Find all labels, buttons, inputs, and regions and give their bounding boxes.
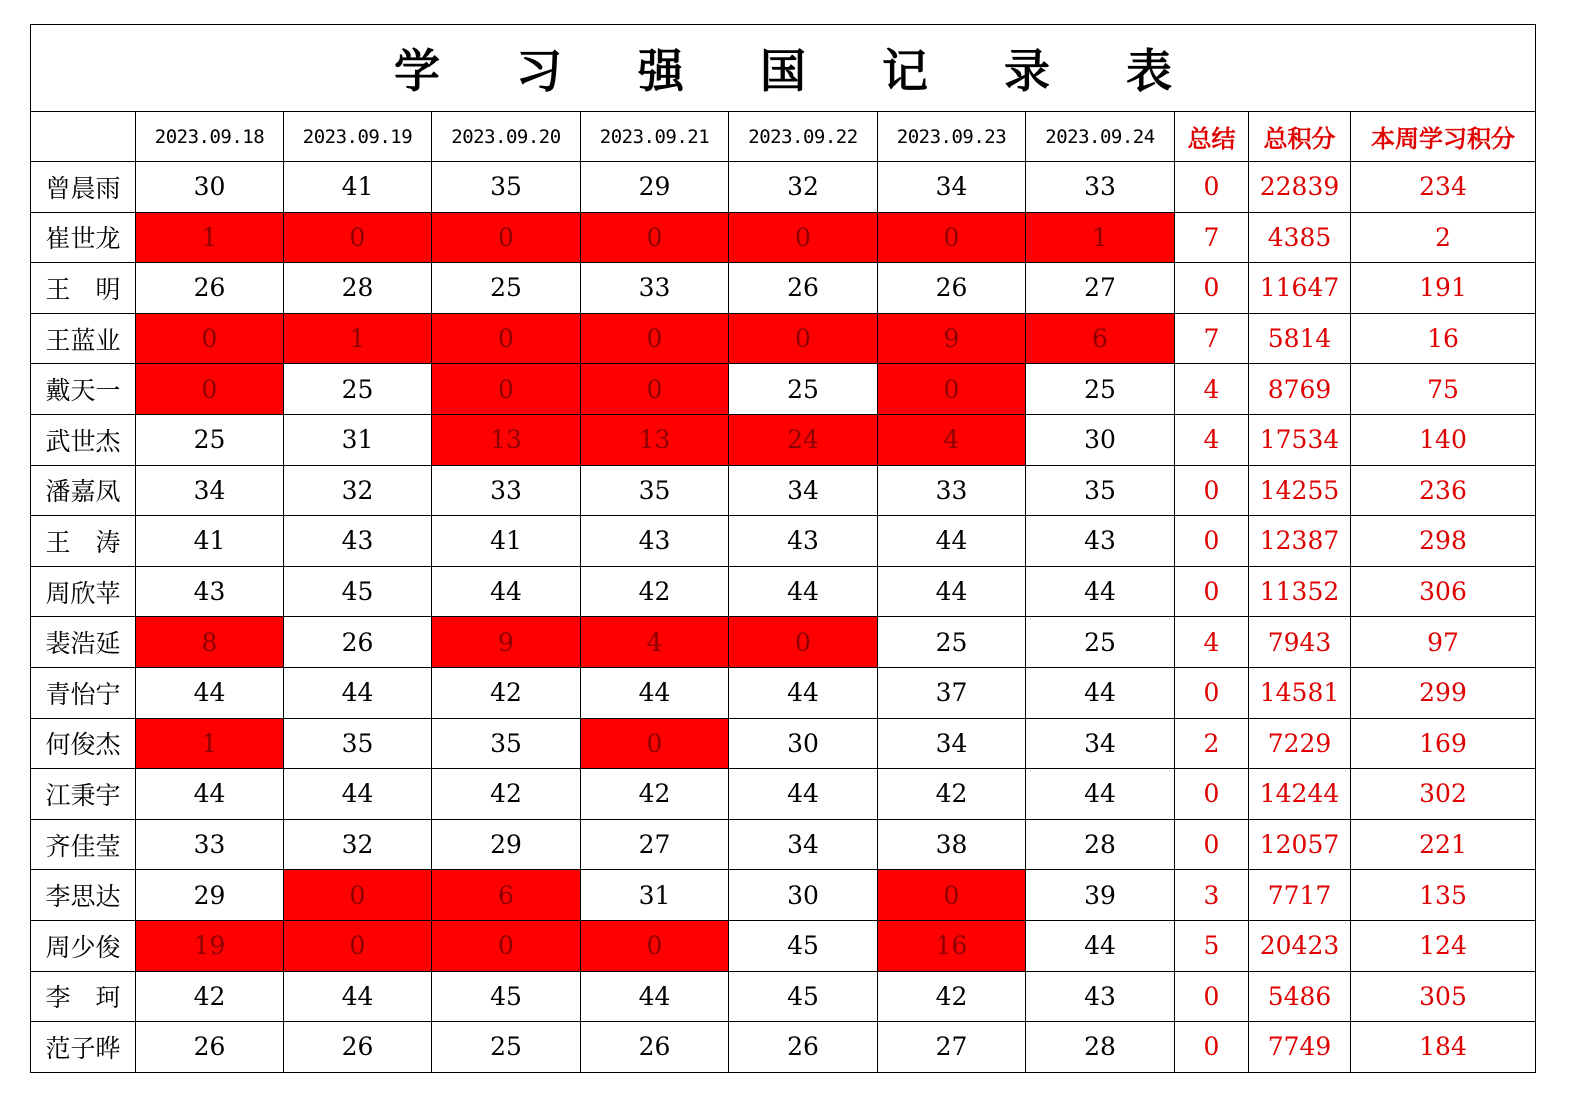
table-row xyxy=(31,1022,1536,1073)
total-score-cell: 4385 xyxy=(1249,212,1351,263)
daily-score-cell: 0 xyxy=(581,364,729,415)
daily-score-cell: 0 xyxy=(581,212,729,263)
daily-score-cell: 44 xyxy=(729,769,878,820)
summary-header: 总结 xyxy=(1175,112,1249,162)
total-score-cell: 14244 xyxy=(1249,769,1351,820)
daily-score-cell: 26 xyxy=(729,1022,878,1073)
member-name: 王蓝业 xyxy=(31,313,136,364)
member-name: 周少俊 xyxy=(31,920,136,971)
daily-score-cell: 30 xyxy=(729,870,878,921)
daily-score-cell: 8 xyxy=(136,617,284,668)
daily-score-cell: 44 xyxy=(729,667,878,718)
weekly-score-cell: 305 xyxy=(1351,971,1536,1022)
daily-score-cell: 29 xyxy=(432,819,581,870)
daily-score-cell: 42 xyxy=(878,769,1026,820)
member-name: 齐佳莹 xyxy=(31,819,136,870)
daily-score-cell: 44 xyxy=(878,516,1026,567)
daily-score-cell: 44 xyxy=(1026,920,1175,971)
weekly-score-cell: 299 xyxy=(1351,667,1536,718)
weekly-score-cell: 140 xyxy=(1351,414,1536,465)
daily-score-cell: 45 xyxy=(432,971,581,1022)
member-name: 裴浩延 xyxy=(31,617,136,668)
member-name: 武世杰 xyxy=(31,414,136,465)
daily-score-cell: 41 xyxy=(432,516,581,567)
daily-score-cell: 9 xyxy=(432,617,581,668)
date-header: 2023.09.20 xyxy=(432,112,581,162)
daily-score-cell: 44 xyxy=(284,769,432,820)
daily-score-cell: 44 xyxy=(878,566,1026,617)
daily-score-cell: 44 xyxy=(284,667,432,718)
table-row xyxy=(31,870,1536,921)
daily-score-cell: 33 xyxy=(581,263,729,314)
daily-score-cell: 0 xyxy=(729,212,878,263)
member-name: 江秉宇 xyxy=(31,769,136,820)
daily-score-cell: 35 xyxy=(284,718,432,769)
daily-score-cell: 26 xyxy=(581,1022,729,1073)
total-score-cell: 7943 xyxy=(1249,617,1351,668)
member-name: 青怡宁 xyxy=(31,667,136,718)
daily-score-cell: 13 xyxy=(432,414,581,465)
daily-score-cell: 25 xyxy=(1026,364,1175,415)
table-row xyxy=(31,971,1536,1022)
weekly-score-cell: 184 xyxy=(1351,1022,1536,1073)
total-score-cell: 5486 xyxy=(1249,971,1351,1022)
header-row xyxy=(31,112,1536,162)
daily-score-cell: 25 xyxy=(1026,617,1175,668)
daily-score-cell: 28 xyxy=(284,263,432,314)
daily-score-cell: 31 xyxy=(581,870,729,921)
weekly-score-cell: 306 xyxy=(1351,566,1536,617)
daily-score-cell: 29 xyxy=(581,162,729,213)
total-score-cell: 5814 xyxy=(1249,313,1351,364)
weekly-score-cell: 221 xyxy=(1351,819,1536,870)
daily-score-cell: 44 xyxy=(136,769,284,820)
total-score-cell: 20423 xyxy=(1249,920,1351,971)
daily-score-cell: 33 xyxy=(432,465,581,516)
daily-score-cell: 32 xyxy=(284,465,432,516)
daily-score-cell: 44 xyxy=(136,667,284,718)
summary-cell: 0 xyxy=(1175,1022,1249,1073)
summary-cell: 0 xyxy=(1175,263,1249,314)
daily-score-cell: 0 xyxy=(136,364,284,415)
daily-score-cell: 42 xyxy=(432,667,581,718)
weekly-score-cell: 236 xyxy=(1351,465,1536,516)
daily-score-cell: 1 xyxy=(136,212,284,263)
daily-score-cell: 13 xyxy=(581,414,729,465)
daily-score-cell: 35 xyxy=(432,162,581,213)
daily-score-cell: 43 xyxy=(136,566,284,617)
daily-score-cell: 35 xyxy=(1026,465,1175,516)
daily-score-cell: 4 xyxy=(878,414,1026,465)
daily-score-cell: 0 xyxy=(432,364,581,415)
summary-cell: 0 xyxy=(1175,769,1249,820)
daily-score-cell: 30 xyxy=(136,162,284,213)
summary-cell: 0 xyxy=(1175,566,1249,617)
daily-score-cell: 42 xyxy=(581,769,729,820)
table-row xyxy=(31,566,1536,617)
daily-score-cell: 6 xyxy=(432,870,581,921)
summary-cell: 4 xyxy=(1175,617,1249,668)
table-row xyxy=(31,920,1536,971)
daily-score-cell: 25 xyxy=(432,1022,581,1073)
daily-score-cell: 0 xyxy=(878,364,1026,415)
daily-score-cell: 29 xyxy=(136,870,284,921)
daily-score-cell: 34 xyxy=(1026,718,1175,769)
summary-cell: 0 xyxy=(1175,162,1249,213)
daily-score-cell: 34 xyxy=(878,718,1026,769)
summary-cell: 3 xyxy=(1175,870,1249,921)
daily-score-cell: 35 xyxy=(581,465,729,516)
daily-score-cell: 41 xyxy=(136,516,284,567)
total-score-cell: 22839 xyxy=(1249,162,1351,213)
total-score-cell: 17534 xyxy=(1249,414,1351,465)
daily-score-cell: 0 xyxy=(284,212,432,263)
daily-score-cell: 0 xyxy=(284,870,432,921)
daily-score-cell: 45 xyxy=(284,566,432,617)
weekly-score-cell: 16 xyxy=(1351,313,1536,364)
daily-score-cell: 33 xyxy=(136,819,284,870)
daily-score-cell: 4 xyxy=(581,617,729,668)
member-name: 周欣苹 xyxy=(31,566,136,617)
daily-score-cell: 31 xyxy=(284,414,432,465)
daily-score-cell: 0 xyxy=(878,212,1026,263)
daily-score-cell: 32 xyxy=(729,162,878,213)
daily-score-cell: 45 xyxy=(729,920,878,971)
daily-score-cell: 26 xyxy=(136,1022,284,1073)
member-name: 王 涛 xyxy=(31,516,136,567)
weekly-score-cell: 191 xyxy=(1351,263,1536,314)
member-name: 崔世龙 xyxy=(31,212,136,263)
daily-score-cell: 1 xyxy=(284,313,432,364)
daily-score-cell: 0 xyxy=(878,870,1026,921)
total-score-cell: 14255 xyxy=(1249,465,1351,516)
table-row xyxy=(31,162,1536,213)
daily-score-cell: 28 xyxy=(1026,1022,1175,1073)
total-score-cell: 12387 xyxy=(1249,516,1351,567)
weekly-score-cell: 97 xyxy=(1351,617,1536,668)
table-title: 学 习 强 国 记 录 表 xyxy=(31,25,1536,112)
daily-score-cell: 6 xyxy=(1026,313,1175,364)
summary-cell: 0 xyxy=(1175,667,1249,718)
summary-cell: 5 xyxy=(1175,920,1249,971)
member-name: 戴天一 xyxy=(31,364,136,415)
daily-score-cell: 30 xyxy=(729,718,878,769)
daily-score-cell: 38 xyxy=(878,819,1026,870)
daily-score-cell: 44 xyxy=(1026,566,1175,617)
daily-score-cell: 1 xyxy=(136,718,284,769)
weekly-score-cell: 169 xyxy=(1351,718,1536,769)
table-row xyxy=(31,212,1536,263)
total-score-cell: 11352 xyxy=(1249,566,1351,617)
daily-score-cell: 44 xyxy=(1026,667,1175,718)
table-row xyxy=(31,313,1536,364)
daily-score-cell: 0 xyxy=(136,313,284,364)
daily-score-cell: 39 xyxy=(1026,870,1175,921)
weekly-score-cell: 135 xyxy=(1351,870,1536,921)
daily-score-cell: 44 xyxy=(432,566,581,617)
header-corner-cell xyxy=(31,112,136,162)
daily-score-cell: 33 xyxy=(878,465,1026,516)
daily-score-cell: 43 xyxy=(581,516,729,567)
daily-score-cell: 0 xyxy=(284,920,432,971)
table-row xyxy=(31,718,1536,769)
daily-score-cell: 41 xyxy=(284,162,432,213)
member-name: 王 明 xyxy=(31,263,136,314)
table-row xyxy=(31,263,1536,314)
weekly-score-cell: 124 xyxy=(1351,920,1536,971)
member-name: 范子晔 xyxy=(31,1022,136,1073)
total-score-header: 总积分 xyxy=(1249,112,1351,162)
daily-score-cell: 44 xyxy=(581,971,729,1022)
summary-cell: 4 xyxy=(1175,364,1249,415)
daily-score-cell: 27 xyxy=(581,819,729,870)
weekly-score-cell: 234 xyxy=(1351,162,1536,213)
table-row xyxy=(31,364,1536,415)
daily-score-cell: 34 xyxy=(729,819,878,870)
daily-score-cell: 44 xyxy=(1026,769,1175,820)
daily-score-cell: 33 xyxy=(1026,162,1175,213)
weekly-score-header: 本周学习积分 xyxy=(1351,112,1536,162)
daily-score-cell: 26 xyxy=(878,263,1026,314)
daily-score-cell: 16 xyxy=(878,920,1026,971)
daily-score-cell: 44 xyxy=(581,667,729,718)
daily-score-cell: 34 xyxy=(136,465,284,516)
daily-score-cell: 0 xyxy=(729,617,878,668)
summary-cell: 0 xyxy=(1175,465,1249,516)
daily-score-cell: 0 xyxy=(581,920,729,971)
daily-score-cell: 35 xyxy=(432,718,581,769)
daily-score-cell: 27 xyxy=(1026,263,1175,314)
daily-score-cell: 42 xyxy=(878,971,1026,1022)
weekly-score-cell: 75 xyxy=(1351,364,1536,415)
table-row xyxy=(31,819,1536,870)
table-row xyxy=(31,516,1536,567)
table-row xyxy=(31,414,1536,465)
daily-score-cell: 43 xyxy=(1026,971,1175,1022)
weekly-score-cell: 2 xyxy=(1351,212,1536,263)
summary-cell: 0 xyxy=(1175,971,1249,1022)
weekly-score-cell: 302 xyxy=(1351,769,1536,820)
total-score-cell: 7717 xyxy=(1249,870,1351,921)
daily-score-cell: 19 xyxy=(136,920,284,971)
weekly-score-cell: 298 xyxy=(1351,516,1536,567)
total-score-cell: 12057 xyxy=(1249,819,1351,870)
daily-score-cell: 0 xyxy=(729,313,878,364)
daily-score-cell: 43 xyxy=(284,516,432,567)
date-header: 2023.09.18 xyxy=(136,112,284,162)
date-header: 2023.09.21 xyxy=(581,112,729,162)
member-name: 潘嘉凤 xyxy=(31,465,136,516)
daily-score-cell: 25 xyxy=(729,364,878,415)
daily-score-cell: 42 xyxy=(581,566,729,617)
member-name: 曾晨雨 xyxy=(31,162,136,213)
date-header: 2023.09.23 xyxy=(878,112,1026,162)
total-score-cell: 7749 xyxy=(1249,1022,1351,1073)
daily-score-cell: 0 xyxy=(581,718,729,769)
daily-score-cell: 34 xyxy=(729,465,878,516)
total-score-cell: 7229 xyxy=(1249,718,1351,769)
summary-cell: 7 xyxy=(1175,212,1249,263)
record-table xyxy=(30,24,1536,1073)
total-score-cell: 8769 xyxy=(1249,364,1351,415)
date-header: 2023.09.22 xyxy=(729,112,878,162)
daily-score-cell: 0 xyxy=(432,212,581,263)
summary-cell: 0 xyxy=(1175,516,1249,567)
date-header: 2023.09.24 xyxy=(1026,112,1175,162)
daily-score-cell: 0 xyxy=(581,313,729,364)
member-name: 李思达 xyxy=(31,870,136,921)
summary-cell: 0 xyxy=(1175,819,1249,870)
daily-score-cell: 42 xyxy=(136,971,284,1022)
member-name: 何俊杰 xyxy=(31,718,136,769)
daily-score-cell: 26 xyxy=(284,1022,432,1073)
daily-score-cell: 25 xyxy=(432,263,581,314)
daily-score-cell: 28 xyxy=(1026,819,1175,870)
daily-score-cell: 26 xyxy=(729,263,878,314)
daily-score-cell: 45 xyxy=(729,971,878,1022)
member-name: 李 珂 xyxy=(31,971,136,1022)
table-row xyxy=(31,667,1536,718)
daily-score-cell: 37 xyxy=(878,667,1026,718)
daily-score-cell: 25 xyxy=(284,364,432,415)
date-header: 2023.09.19 xyxy=(284,112,432,162)
summary-cell: 4 xyxy=(1175,414,1249,465)
daily-score-cell: 34 xyxy=(878,162,1026,213)
summary-cell: 2 xyxy=(1175,718,1249,769)
daily-score-cell: 26 xyxy=(136,263,284,314)
daily-score-cell: 25 xyxy=(878,617,1026,668)
daily-score-cell: 1 xyxy=(1026,212,1175,263)
daily-score-cell: 25 xyxy=(136,414,284,465)
daily-score-cell: 43 xyxy=(1026,516,1175,567)
total-score-cell: 11647 xyxy=(1249,263,1351,314)
daily-score-cell: 43 xyxy=(729,516,878,567)
total-score-cell: 14581 xyxy=(1249,667,1351,718)
table-row xyxy=(31,769,1536,820)
daily-score-cell: 9 xyxy=(878,313,1026,364)
daily-score-cell: 26 xyxy=(284,617,432,668)
daily-score-cell: 32 xyxy=(284,819,432,870)
daily-score-cell: 44 xyxy=(284,971,432,1022)
daily-score-cell: 30 xyxy=(1026,414,1175,465)
daily-score-cell: 44 xyxy=(729,566,878,617)
daily-score-cell: 24 xyxy=(729,414,878,465)
summary-cell: 7 xyxy=(1175,313,1249,364)
daily-score-cell: 27 xyxy=(878,1022,1026,1073)
daily-score-cell: 0 xyxy=(432,920,581,971)
table-row xyxy=(31,465,1536,516)
daily-score-cell: 0 xyxy=(432,313,581,364)
daily-score-cell: 42 xyxy=(432,769,581,820)
table-row xyxy=(31,617,1536,668)
